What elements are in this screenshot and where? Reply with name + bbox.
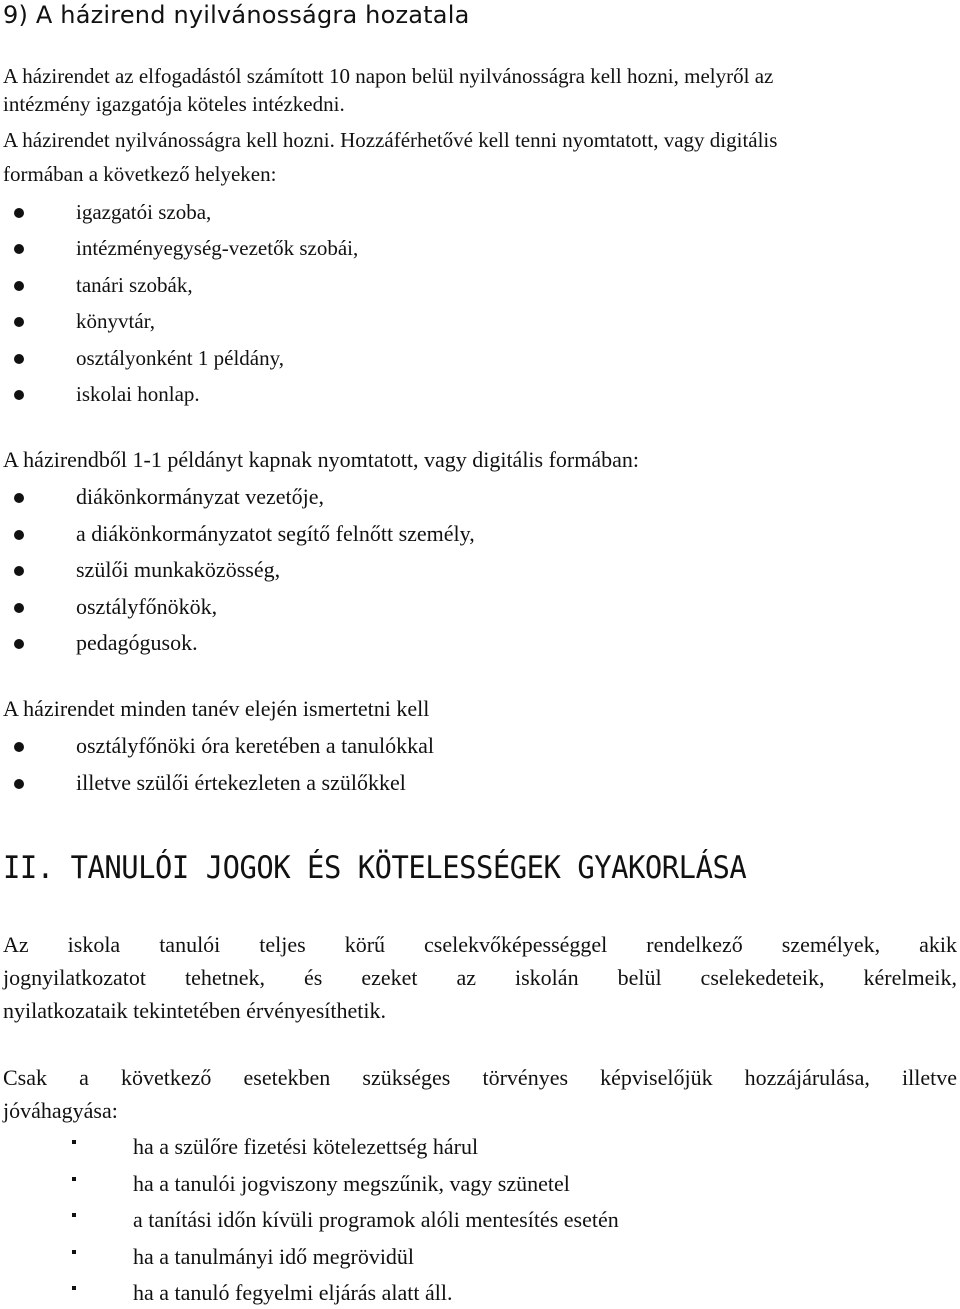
section-9-heading: 9) A házirend nyilvánosságra hozatala <box>3 1 470 29</box>
bullet-dot-icon <box>14 603 24 613</box>
paragraph-publication-line2: intézmény igazgatója köteles intézkedni. <box>3 92 345 116</box>
bullet-square-icon <box>72 1213 76 1217</box>
section-2-heading: II. TANULÓI JOGOK ÉS KÖTELESSÉGEK GYAKORLÁSA <box>3 850 747 886</box>
bullet-dot-icon <box>14 208 24 218</box>
paragraph-consent-line2: jóváhagyása: <box>3 1098 118 1123</box>
list-item: ha a tanulói jogviszony megszűnik, vagy szünetel <box>133 1171 570 1196</box>
bullet-dot-icon <box>14 244 24 254</box>
list-item: osztályfőnöki óra keretében a tanulókkal <box>76 733 434 758</box>
bullet-dot-icon <box>14 281 24 291</box>
paragraph-text: jognyilatkozatot tehetnek, és ezeket az iskolán belül cselekedeteik, kérelmeik, <box>3 965 957 990</box>
list-item: könyvtár, <box>76 309 156 333</box>
bullet-dot-icon <box>14 566 24 576</box>
bullet-dot-icon <box>14 317 24 327</box>
list-item: pedagógusok. <box>76 630 198 655</box>
list-item: ha a szülőre fizetési kötelezettség hárul <box>133 1134 479 1159</box>
bullet-dot-icon <box>14 530 24 540</box>
bullet-dot-icon <box>14 354 24 364</box>
paragraph-text: Az iskola tanulói teljes körű cselekvőképességgel rendelkező személyek, akik <box>3 932 957 957</box>
paragraph-rights-line2 <box>3 962 957 994</box>
bullet-dot-icon <box>14 742 24 752</box>
bullet-square-icon <box>72 1286 76 1290</box>
bullet-square-icon <box>72 1140 76 1144</box>
paragraph-rights-line3: nyilatkozataik tekintetében érvényesíthetik. <box>3 998 387 1023</box>
bullet-dot-icon <box>14 639 24 649</box>
list-item: a diákönkormányzatot segítő felnőtt személy, <box>76 521 475 546</box>
copies-intro: A házirendből 1-1 példányt kapnak nyomtatott, vagy digitális formában: <box>3 447 640 472</box>
bullet-square-icon <box>72 1250 76 1254</box>
list-item: tanári szobák, <box>76 273 193 297</box>
paragraph-access-line1: A házirendet nyilvánosságra kell hozni. Hozzáférhetővé kell tenni nyomtatott, vagy digitális <box>3 128 778 152</box>
list-item: illetve szülői értekezleten a szülőkkel <box>76 770 406 795</box>
list-item: a tanítási időn kívüli programok alóli mentesítés esetén <box>133 1207 619 1232</box>
paragraph-rights-line1 <box>3 929 957 961</box>
list-item: iskolai honlap. <box>76 382 200 406</box>
bullet-dot-icon <box>14 779 24 789</box>
list-item: ha a tanulmányi idő megrövidül <box>133 1244 415 1269</box>
list-item: szülői munkaközösség, <box>76 557 281 582</box>
list-item: intézményegység-vezetők szobái, <box>76 236 359 260</box>
paragraph-consent-line1 <box>3 1062 957 1094</box>
bullet-square-icon <box>72 1177 76 1181</box>
list-item: osztályonként 1 példány, <box>76 346 285 370</box>
bullet-dot-icon <box>14 390 24 400</box>
paragraph-publication-line1: A házirendet az elfogadástól számított 10 napon belül nyilvánosságra kell hozni, melyről az <box>3 64 774 88</box>
present-intro: A házirendet minden tanév elején ismertetni kell <box>3 696 430 721</box>
paragraph-access-line2: formában a következő helyeken: <box>3 162 277 186</box>
paragraph-text: Csak a következő esetekben szükséges törvényes képviselőjük hozzájárulása, illetve <box>3 1065 957 1090</box>
bullet-dot-icon <box>14 493 24 503</box>
list-item: diákönkormányzat vezetője, <box>76 484 325 509</box>
list-item: igazgatói szoba, <box>76 200 212 224</box>
list-item: ha a tanuló fegyelmi eljárás alatt áll. <box>133 1280 453 1305</box>
list-item: osztályfőnökök, <box>76 594 218 619</box>
